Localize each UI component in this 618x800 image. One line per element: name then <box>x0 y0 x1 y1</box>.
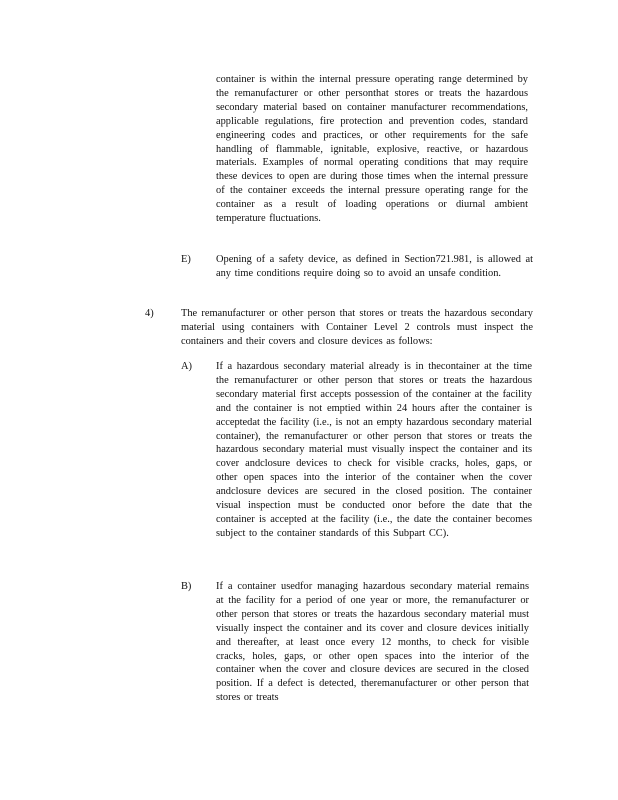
item-a-label: A) <box>181 361 192 372</box>
item-4-paragraph <box>181 307 533 349</box>
item-4-text: The remanufacturer or other person that stores or treats the hazardous secondary material using containers with Container Level 2 controls must inspect the containers and their covers and closure devices as follows: <box>181 308 533 347</box>
item-b-paragraph <box>216 580 529 705</box>
item-4-label: 4) <box>145 308 154 319</box>
continuation-text: container is within the internal pressure operating range determined by the remanufacturer or other personthat stores or treats the hazardous secondary material based on container manufacturer recommendations, applicable regulations, fire protection and prevention codes, standard engineering codes and practices, or other requirements for the safe handling of flammable, ignitable, explosive, reactive, or hazardous materials. Examples of normal operating conditions that may require these devices to open are during those times when the internal pressure of the container exceeds the internal pressure operating range for the container as a result of loading operations or diurnal ambient temperature fluctuations. <box>216 74 528 225</box>
item-b-text: If a container usedfor managing hazardous secondary material remains at the facility for a period of one year or more, the remanufacturer or other person that stores or treats the hazardous secondary material must visually inspect the container and its cover and closure devices initially and thereafter, at least once every 12 months, to check for visible cracks, holes, gaps, or other open spaces into the interior of the container when the cover and closure devices are secured in the closed position. If a defect is detected, theremanufacturer or other person that stores or treats <box>216 581 529 704</box>
continuation-paragraph <box>216 73 528 226</box>
item-e-paragraph <box>216 253 533 281</box>
item-a-paragraph <box>216 360 532 541</box>
item-e-text: Opening of a safety device, as defined in Section721.981, is allowed at any time conditions require doing so to avoid an unsafe condition. <box>216 254 533 279</box>
item-e-label: E) <box>181 254 191 265</box>
item-a-text: If a hazardous secondary material already is in thecontainer at the time the remanufacturer or other person that stores or treats the hazardous secondary material first accepts possession of the container at the facility and the container is not emptied within 24 hours after the container is acceptedat the facility (i.e., is not an empty hazardous secondary material container), the remanufacturer or other person that stores or treats the hazardous secondary material must visually inspect the container and its cover andclosure devices to check for visible cracks, holes, gaps, or other open spaces into the interior of the container when the cover andclosure devices are secured in the closed position. The container visual inspection must be conducted onor before the date that the container is accepted at the facility (i.e., the date the container becomes subject to the container standards of this Subpart CC). <box>216 361 532 539</box>
item-b-label: B) <box>181 581 192 592</box>
